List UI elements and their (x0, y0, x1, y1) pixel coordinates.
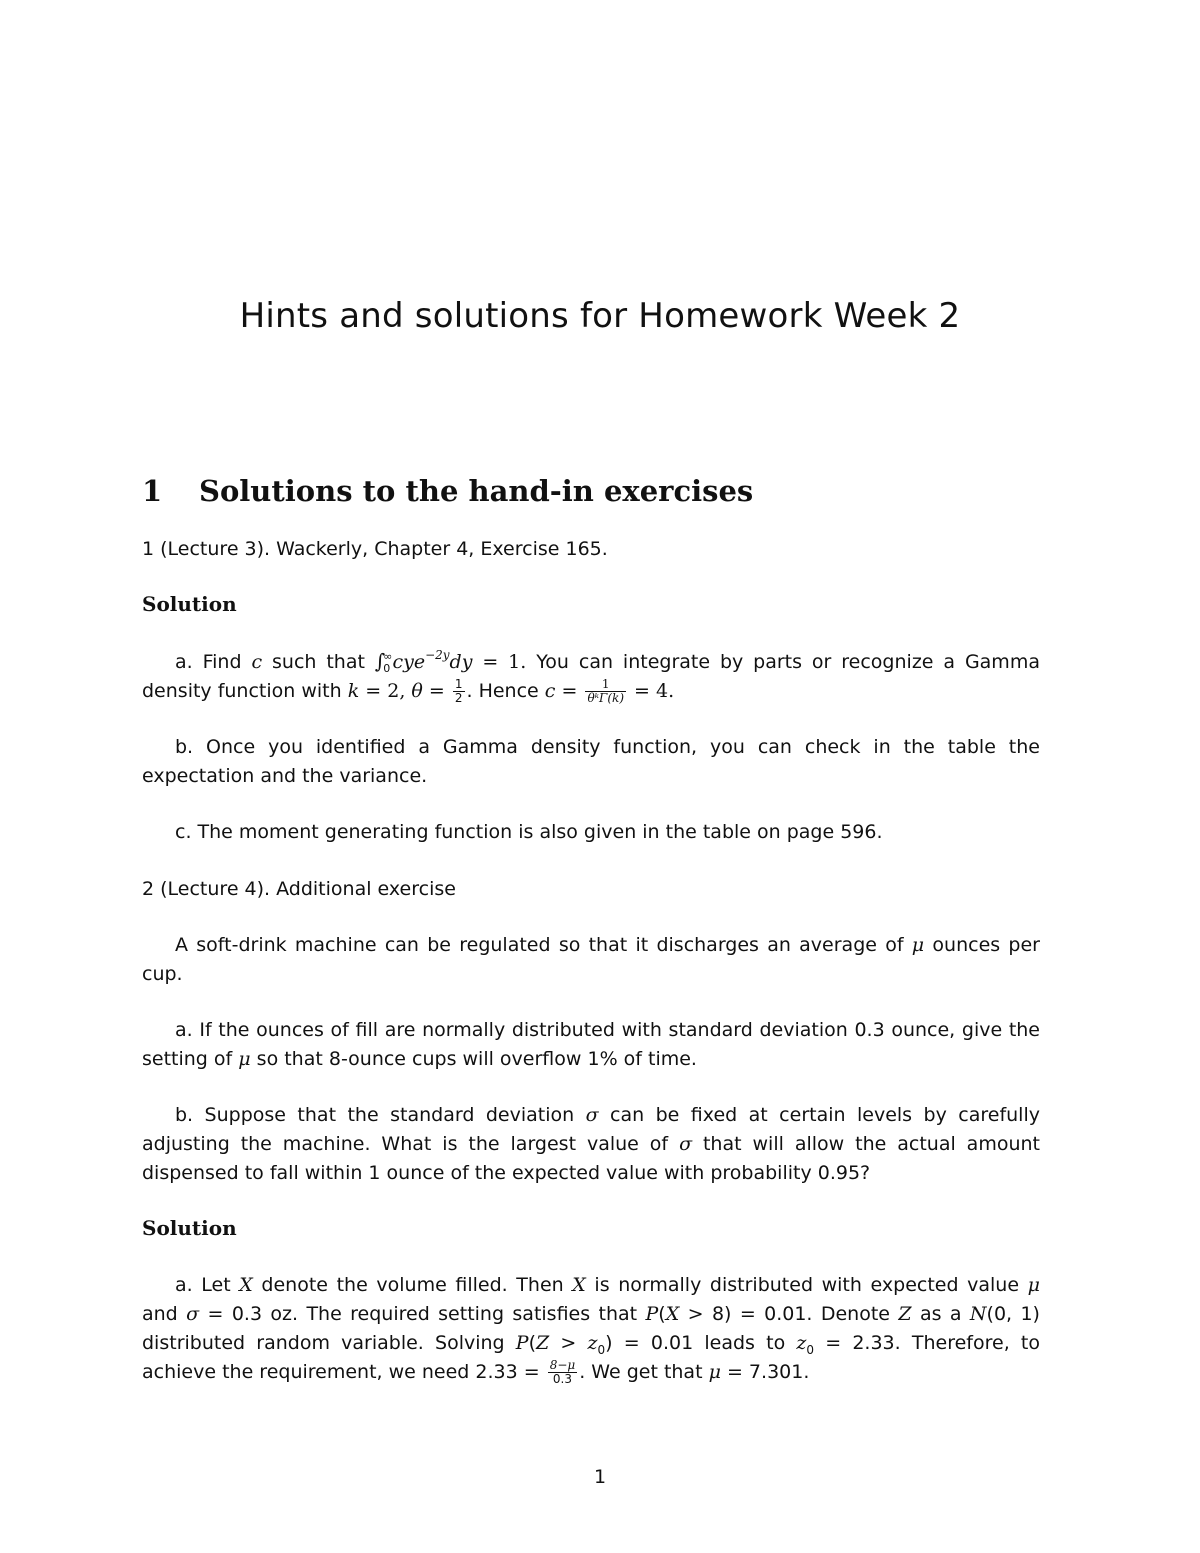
exercise-2-part-b: b. Suppose that the standard deviation σ can be fixed at certain levels by carefully adjusting the machine. What is the largest value of σ that will allow the actual amount dispensed to fall within 1 ounce of the expected value with probability 0.95? (142, 1104, 1040, 1184)
page-number: 1 (593, 1466, 607, 1488)
section-number: 1 (142, 474, 163, 508)
solution-label-2: Solution (142, 1216, 237, 1240)
section-heading (142, 474, 753, 508)
exercise-2-header: 2 (Lecture 4). Additional exercise (142, 878, 456, 900)
exercise-2-part-a: a. If the ounces of fill are normally distributed with standard deviation 0.3 ounce, give the setting of μ so that 8-ounce cups will overflow 1% of time. (142, 1019, 1040, 1070)
exercise-1-part-b: b. Once you identified a Gamma density function, you can check in the table the expectation and the variance. (142, 736, 1040, 787)
integral-limits: ∞ 0 (383, 649, 393, 675)
exercise-1-header: 1 (Lecture 3). Wackerly, Chapter 4, Exercise 165. (142, 538, 608, 560)
section-title: Solutions to the hand-in exercises (199, 474, 754, 508)
exercise-1-part-a: a. Find c such that ∫ ∞ 0 cye$^{-2y}$dy = 1. You can integrate by parts or recognize a Gamma density function with k = 2, θ = $\frac{1}{2}$ . Hence c = $\frac{1}{\text{θᵏΓ(k)}}$ = 4. (142, 647, 1040, 705)
exercise-2-intro: A soft-drink machine can be regulated so that it discharges an average of μ ounces per cup. (142, 934, 1040, 985)
exercise-2-solution-a: a. Let X denote the volume filled. Then X is normally distributed with expected value μ and σ = 0.3 oz. The required setting satisfies that P(X > 8) = 0.01. Denote Z as a N(0, 1) distributed random variable. Solving $P(Z > z_0) = 0.01$ leads to $z_0 = 2.33$. Therefore, to achieve the requirement, we need 2.33 = $\frac{8-\mu}{0.3}$ . We get that μ = 7.301. (142, 1274, 1040, 1386)
fraction-gamma-constant: $\frac{1}{\text{θᵏΓ(k)}}$ (587, 677, 624, 705)
fraction-z-score: $\frac{8-\mu}{0.3}$ (549, 1358, 576, 1386)
fraction-one-half: $\frac{1}{2}$ (454, 677, 463, 705)
exercise-1-part-c: c. The moment generating function is also given in the table on page 596. (175, 821, 883, 843)
integral-sign: ∫ (374, 649, 386, 673)
solution-label-1: Solution (142, 592, 237, 616)
document-title: Hints and solutions for Homework Week 2 (239, 296, 961, 336)
